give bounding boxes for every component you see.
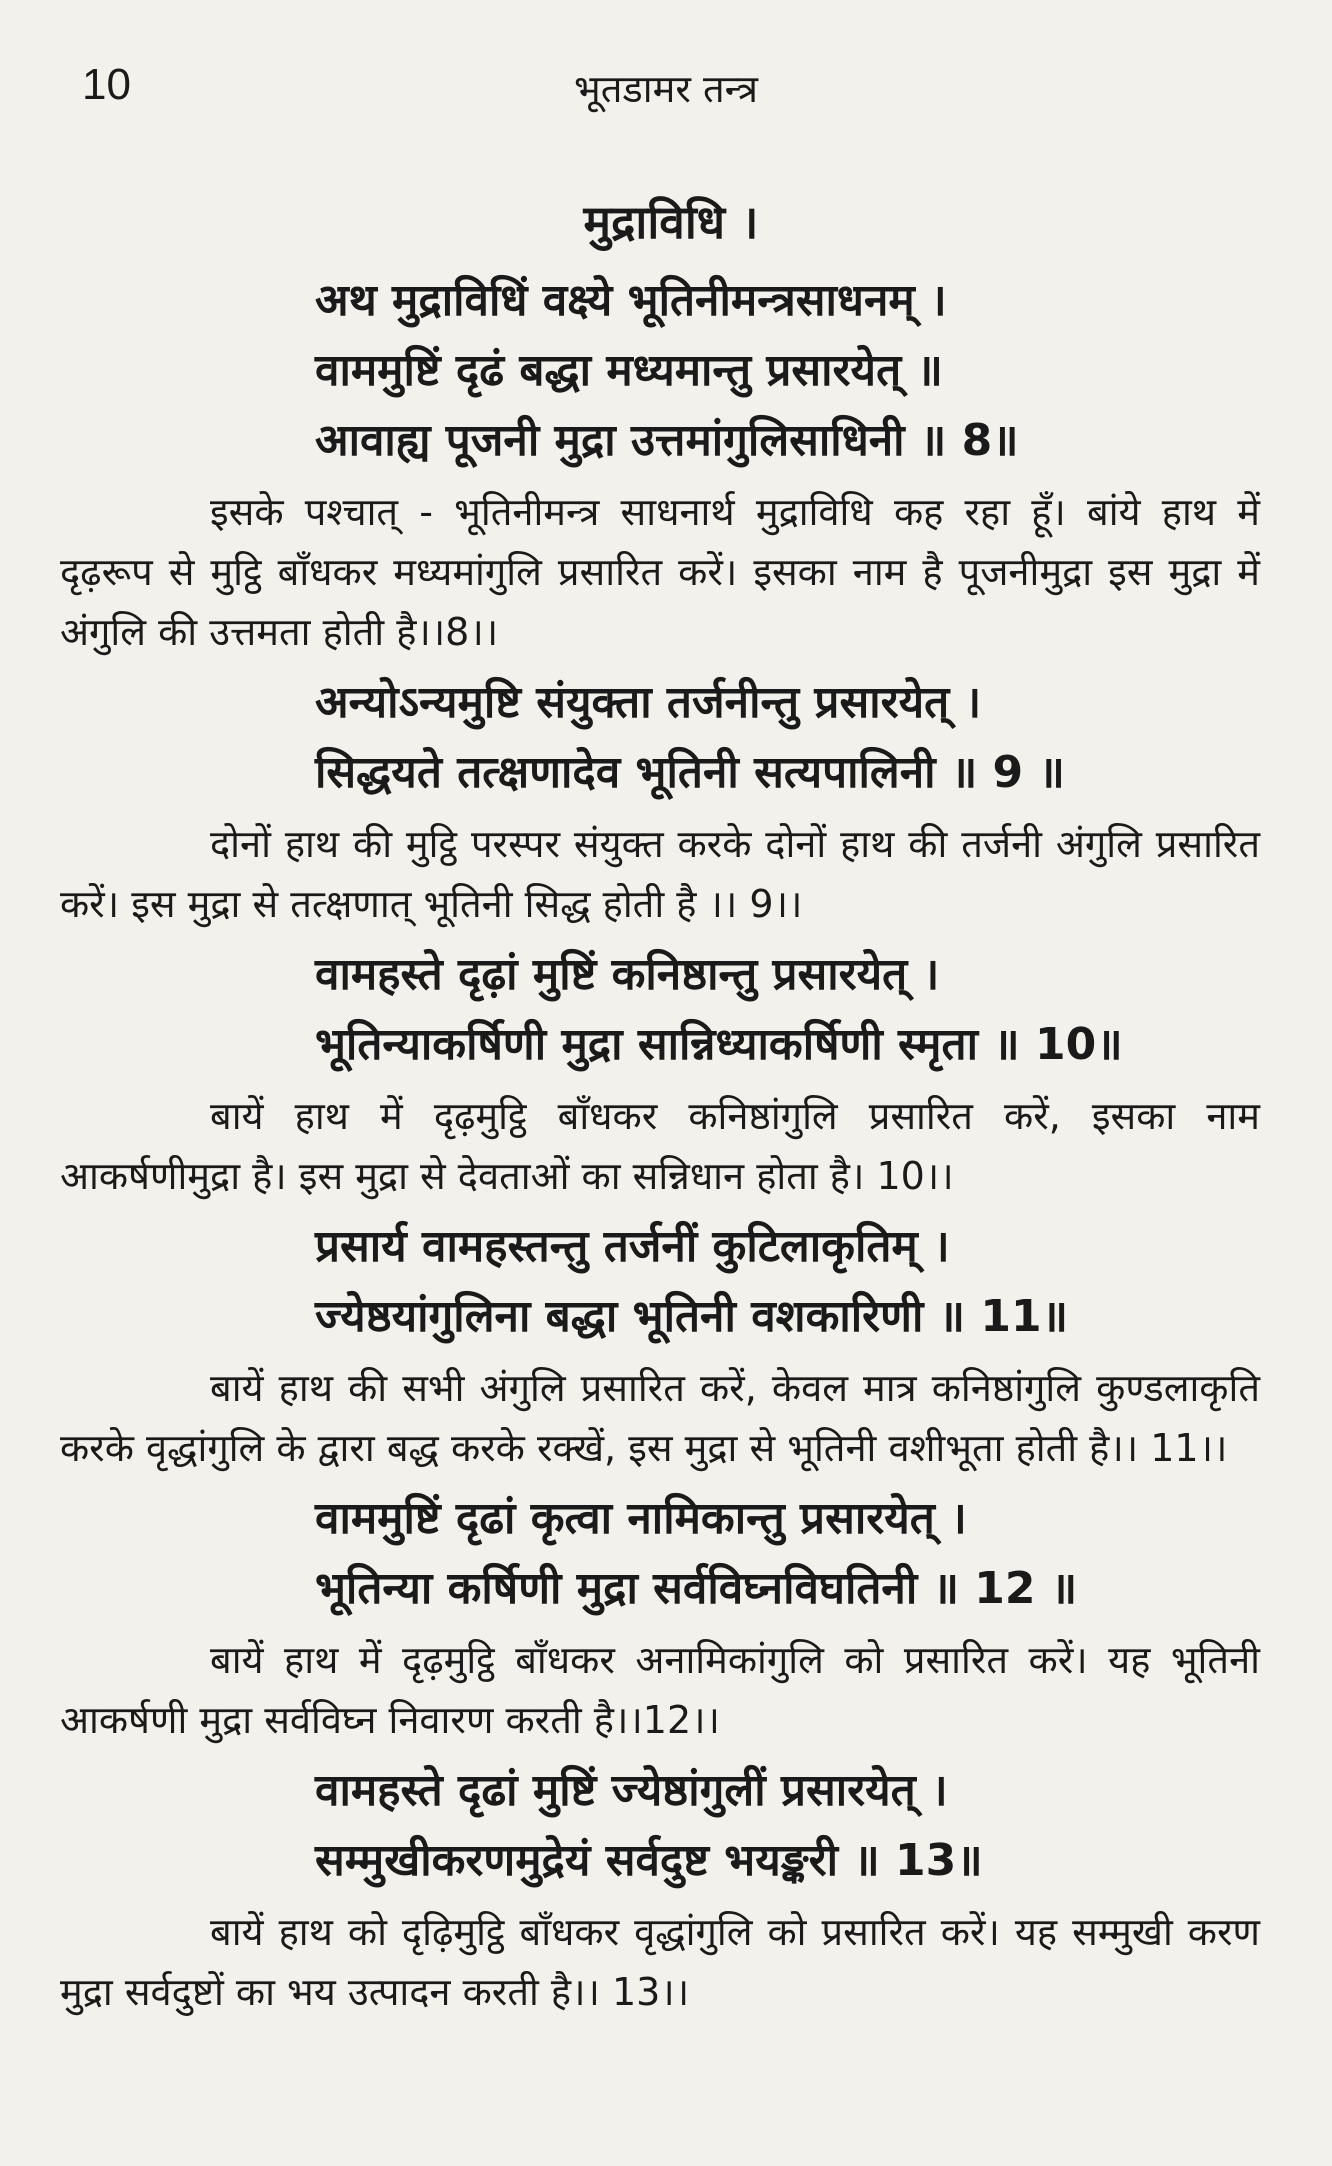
verse-block-10 [60, 946, 1272, 1206]
verse-line: अथ मुद्राविधिं वक्ष्ये भूतिनीमन्त्रसाधनम् । [315, 275, 947, 326]
verse-line: वामहस्ते दृढां मुष्टिं ज्येष्ठांगुलीं प्रसारयेत् । [315, 1765, 948, 1816]
commentary-paragraph: बायें हाथ में दृढ़मुट्ठि बाँधकर अनामिकांगुलि को प्रसारित करें। यह भूतिनी आकर्षणी मुद्रा सर्वविघ्न निवारण करती है।।12।। [60, 1638, 1260, 1742]
commentary-paragraph: बायें हाथ को दृढ़िमुट्ठि बाँधकर वृद्धांगुलि को प्रसारित करें। यह सम्मुखी करण मुद्रा सर्वदुष्टों का भय उत्पादन करती है।। 13।। [60, 1910, 1260, 2014]
verse-line: अन्योऽन्यमुष्टि संयुक्ता तर्जनीन्तु प्रसारयेत् । [315, 677, 982, 728]
verse-block-12 [60, 1490, 1272, 1750]
verse-block-9 [60, 674, 1272, 934]
commentary-paragraph: इसके पश्चात् - भूतिनीमन्त्र साधनार्थ मुद्राविधि कह रहा हूँ। बांये हाथ में दृढ़रूप से मुट्ठि बाँधकर मध्यमांगुलि प्रसारित करें। इसका नाम है पूजनीमुद्रा इस मुद्रा में अंगुलि की उत्तमता होती है।।8।। [60, 490, 1260, 654]
verse-block-13 [60, 1762, 1272, 2022]
verse-line: ज्येष्ठयांगुलिना बद्धा भूतिनी वशकारिणी ॥ 11॥ [315, 1291, 1068, 1342]
verse-line: वामहस्ते दृढ़ां मुष्टिं कनिष्ठान्तु प्रसारयेत् । [315, 949, 940, 1000]
verse-line: भूतिन्याकर्षिणी मुद्रा सान्निध्याकर्षिणी स्मृता ॥ 10॥ [315, 1019, 1123, 1070]
commentary-paragraph: बायें हाथ की सभी अंगुलि प्रसारित करें, केवल मात्र कनिष्ठांगुलि कुण्डलाकृति करके वृद्धांगुलि के द्वारा बद्ध करके रक्खें, इस मुद्रा से भूतिनी वशीभूता होती है।। 11।। [60, 1366, 1260, 1470]
page-number: 10 [82, 60, 131, 109]
commentary-paragraph: दोनों हाथ की मुट्ठि परस्पर संयुक्त करके दोनों हाथ की तर्जनी अंगुलि प्रसारित करें। इस मुद्रा से तत्क्षणात् भूतिनी सिद्ध होती है ।। 9।। [60, 822, 1260, 926]
verse-line: आवाह्य पूजनी मुद्रा उत्तमांगुलिसाधिनी ॥ 8॥ [315, 415, 1019, 466]
verse-line: वाममुष्टिं दृढां कृत्वा नामिकान्तु प्रसारयेत् । [315, 1493, 967, 1544]
section-title: मुद्राविधि । [583, 195, 759, 249]
verse-line: वाममुष्टिं दृढं बद्धा मध्यमान्तु प्रसारयेत् ॥ [315, 345, 943, 396]
verse-block-11 [60, 1218, 1272, 1478]
verse-line: प्रसार्य वामहस्तन्तु तर्जनीं कुटिलाकृतिम् । [315, 1221, 950, 1272]
page-header [60, 52, 1272, 132]
verse-line: सम्मुखीकरणमुद्रेयं सर्वदुष्ट भयङ्करी ॥ 13॥ [315, 1835, 983, 1886]
verse-block-8 [60, 272, 1272, 662]
running-title: भूतडामर तन्त्र [574, 67, 758, 111]
commentary-paragraph: बायें हाथ में दृढ़मुट्ठि बाँधकर कनिष्ठांगुलि प्रसारित करें, इसका नाम आकर्षणीमुद्रा है। इस मुद्रा से देवताओं का सन्निधान होता है। 10।। [60, 1094, 1260, 1198]
verse-line: भूतिन्या कर्षिणी मुद्रा सर्वविघ्नविघतिनी ॥ 12 ॥ [315, 1563, 1078, 1614]
verse-line: सिद्धयते तत्क्षणादेव भूतिनी सत्यपालिनी ॥ 9 ॥ [315, 747, 1065, 798]
